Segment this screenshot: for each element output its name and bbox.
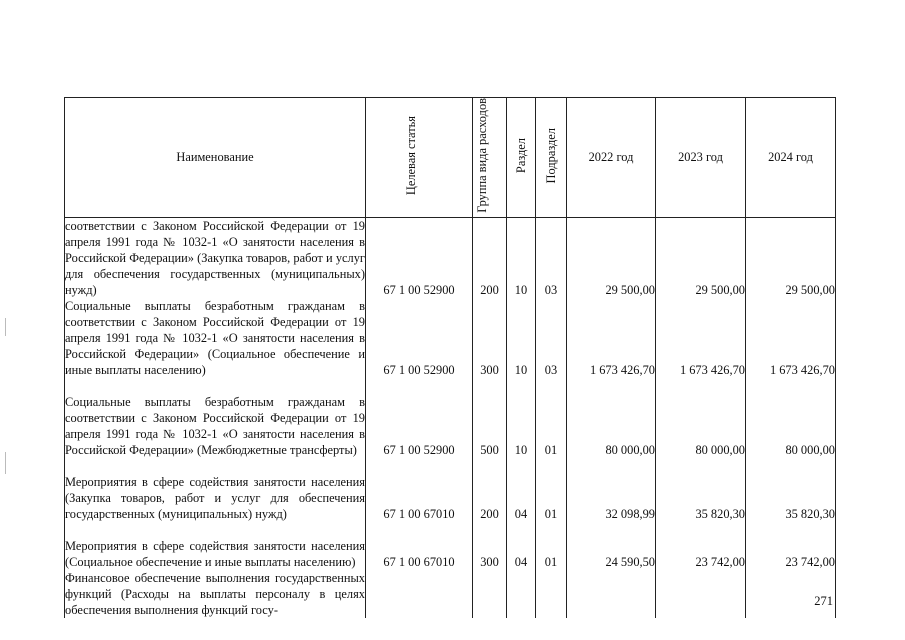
row-2022	[567, 570, 656, 618]
row-2024: 23 742,00	[746, 522, 836, 570]
row-code: 67 1 00 52900	[366, 378, 473, 458]
row-code: 67 1 00 67010	[366, 522, 473, 570]
row-section	[507, 570, 536, 618]
row-2023: 80 000,00	[656, 378, 746, 458]
header-section: Раздел	[507, 98, 536, 218]
row-2022: 32 098,99	[567, 458, 656, 522]
row-2024: 29 500,00	[746, 217, 836, 298]
table-row	[65, 217, 836, 298]
row-2023	[656, 570, 746, 618]
row-subsection: 01	[536, 458, 567, 522]
row-2024: 1 673 426,70	[746, 298, 836, 378]
row-2023: 29 500,00	[656, 217, 746, 298]
row-section: 10	[507, 298, 536, 378]
row-name: соответствии с Законом Российской Федерации от 19 апреля 1991 года № 1032-1 «О занятости населения в Российской Федерации» (Закупка товаров, работ и услуг для обеспечения государственных (муниципальных) нужд)	[65, 218, 365, 297]
row-2022: 1 673 426,70	[567, 298, 656, 378]
row-group: 200	[473, 458, 507, 522]
row-code: 67 1 00 52900	[366, 217, 473, 298]
row-2023: 23 742,00	[656, 522, 746, 570]
row-code: 67 1 00 67010	[366, 458, 473, 522]
row-name: Социальные выплаты безработным гражданам в соответствии с Законом Российской Федерации от 19 апреля 1991 года № 1032-1 «О занятости населения в Российской Федерации» (Межбюджетные трансферты)	[65, 378, 366, 458]
row-2023: 1 673 426,70	[656, 298, 746, 378]
header-subsection: Подраздел	[536, 98, 567, 218]
row-name: Мероприятия в сфере содействия занятости населения (Социальное обеспечение и иные выплаты населению)	[65, 522, 366, 570]
row-code	[366, 570, 473, 618]
row-2022: 24 590,50	[567, 522, 656, 570]
header-2022: 2022 год	[567, 98, 656, 218]
table-row	[65, 570, 836, 618]
table-row	[65, 298, 836, 378]
row-group	[473, 570, 507, 618]
row-2022: 29 500,00	[567, 217, 656, 298]
header-code: Целевая статья	[366, 98, 473, 218]
row-2024: 80 000,00	[746, 378, 836, 458]
header-2023: 2023 год	[656, 98, 746, 218]
row-group: 200	[473, 217, 507, 298]
row-name: Финансовое обеспечение выполнения государственных функций (Расходы на выплаты персоналу в целях обеспечения выполнения функций госу-	[65, 570, 365, 617]
row-2023: 35 820,30	[656, 458, 746, 522]
scan-artifact	[5, 452, 6, 474]
row-name: Мероприятия в сфере содействия занятости населения (Закупка товаров, работ и услуг для обеспечения государственных (муниципальных) нужд)	[65, 458, 366, 522]
table-row	[65, 522, 836, 570]
table-header-row	[65, 98, 836, 218]
row-subsection: 03	[536, 298, 567, 378]
table-row	[65, 458, 836, 522]
row-subsection: 01	[536, 522, 567, 570]
header-2024: 2024 год	[746, 98, 836, 218]
row-subsection	[536, 570, 567, 618]
budget-table	[64, 97, 836, 618]
table-row	[65, 378, 836, 458]
row-group: 300	[473, 298, 507, 378]
row-name: Социальные выплаты безработным гражданам в соответствии с Законом Российской Федерации от 19 апреля 1991 года № 1032-1 «О занятости населения в Российской Федерации» (Социальное обеспечение и иные выплаты населению)	[65, 298, 365, 377]
header-name: Наименование	[65, 98, 366, 218]
row-group: 500	[473, 378, 507, 458]
page-number: 271	[814, 594, 833, 608]
row-section: 10	[507, 217, 536, 298]
row-subsection: 01	[536, 378, 567, 458]
row-2022: 80 000,00	[567, 378, 656, 458]
row-section: 04	[507, 458, 536, 522]
scan-artifact	[5, 318, 6, 336]
header-group: Группа вида расходов	[473, 98, 507, 218]
row-subsection: 03	[536, 217, 567, 298]
row-2024: 35 820,30	[746, 458, 836, 522]
row-group: 300	[473, 522, 507, 570]
row-section: 04	[507, 522, 536, 570]
row-section: 10	[507, 378, 536, 458]
row-code: 67 1 00 52900	[366, 298, 473, 378]
